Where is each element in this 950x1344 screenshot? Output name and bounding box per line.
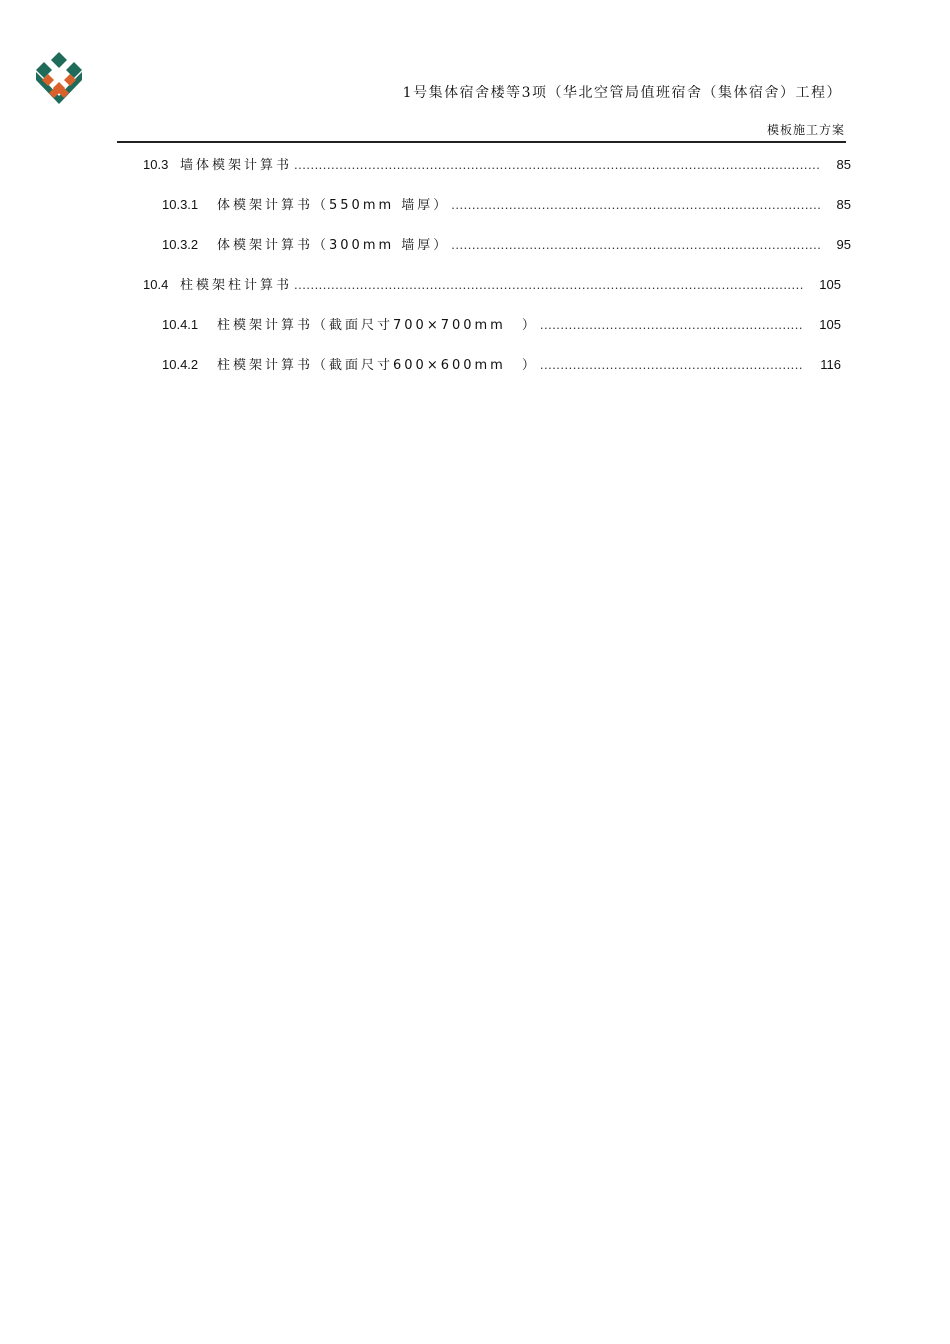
toc-entry-title: 体模架计算书（550mm 墙厚）	[217, 198, 450, 213]
toc-leader-dots	[294, 275, 803, 295]
toc-entry[interactable]	[162, 315, 841, 335]
document-header-subtitle: 模板施工方案	[766, 123, 845, 137]
toc-entry-page: 95	[836, 237, 851, 252]
toc-leader-dots	[540, 355, 803, 375]
toc-entry-number: 10.4.1	[162, 317, 199, 332]
toc-entry-page: 85	[836, 197, 851, 212]
toc-entry-number: 10.4.2	[162, 357, 199, 372]
toc-entry[interactable]	[162, 235, 851, 255]
toc-entry-page: 105	[819, 277, 841, 292]
toc-entry[interactable]	[162, 195, 851, 215]
toc-leader-dots	[294, 155, 821, 175]
toc-entry-title: 柱模架计算书（截面尺寸700×700mm ）	[217, 318, 538, 333]
toc-leader-dots	[451, 195, 821, 215]
toc-entry-number: 10.3	[143, 157, 169, 172]
toc-entry[interactable]	[143, 275, 841, 295]
toc-entry-number: 10.3.1	[162, 197, 199, 212]
toc-entry-number: 10.4	[143, 277, 169, 292]
header-divider	[117, 141, 846, 143]
company-logo-icon	[34, 52, 84, 104]
toc-leader-dots	[451, 235, 821, 255]
toc-entry-number: 10.3.2	[162, 237, 199, 252]
toc-entry[interactable]	[143, 155, 851, 175]
toc-entry-title: 墙体模架计算书	[180, 158, 293, 173]
toc-entry-title: 柱模架计算书（截面尺寸600×600mm ）	[217, 358, 538, 373]
toc-entry-page: 105	[819, 317, 841, 332]
toc-leader-dots	[540, 315, 803, 335]
toc-entry-title: 体模架计算书（300mm 墙厚）	[217, 238, 450, 253]
toc-entry-page: 85	[836, 157, 851, 172]
toc-entry-title: 柱模架柱计算书	[180, 278, 293, 293]
document-header-title: 1号集体宿舍楼等3项（华北空管局值班宿舍（集体宿舍）工程）	[402, 85, 842, 101]
toc-entry[interactable]	[162, 355, 841, 375]
toc-entry-page: 116	[820, 357, 841, 372]
